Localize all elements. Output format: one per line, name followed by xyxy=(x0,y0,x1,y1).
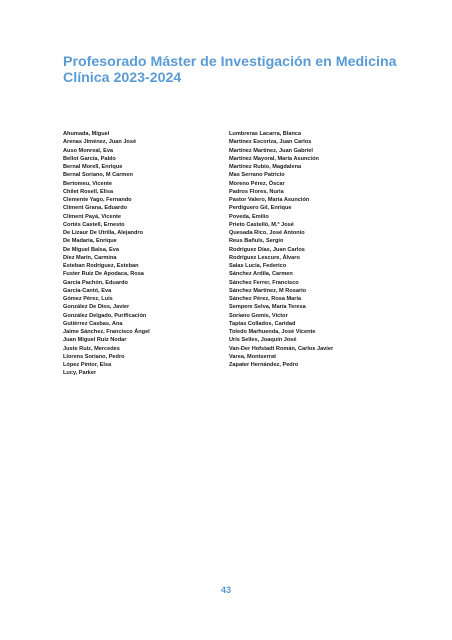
faculty-name: Arenas Jiménez, Juan José xyxy=(63,139,137,146)
faculty-name: Clemente Yago, Fernando xyxy=(63,197,132,203)
faculty-name: Soriano Gomis, Víctor xyxy=(229,312,288,319)
faculty-name: Padros Flores, Nuria xyxy=(229,188,284,195)
faculty-name: De Lizaur De Utrilla, Alejandro xyxy=(63,230,143,236)
faculty-name: García-Cantó, Eva xyxy=(63,287,112,294)
faculty-name: Martínez Escoriza, Juan Carlos xyxy=(229,139,312,146)
faculty-name: González De Dios, Javier xyxy=(63,304,130,311)
faculty-name: Sempere Selva, María Teresa xyxy=(229,304,306,311)
faculty-name: Martínez Mayoral, María Asunción xyxy=(229,155,319,162)
page-title-line-1: Profesorado Máster de Investigación en Medicina xyxy=(63,54,397,70)
faculty-name: Sánchez Martínez, M Rosario xyxy=(229,287,307,294)
faculty-name: Prieto Castelló, M.ª José xyxy=(229,221,294,228)
faculty-name: García Pachón, Eduardo xyxy=(63,279,128,286)
faculty-name: Quesada Rico, José Antonio xyxy=(229,230,305,236)
faculty-name: Llorens Soriano, Pedro xyxy=(63,353,125,360)
faculty-name: Díez Marín, Carmina xyxy=(63,254,117,261)
faculty-name: Sánchez Pérez, Rosa María xyxy=(229,296,302,302)
faculty-name: Juan Miguel Ruiz Nodar xyxy=(63,337,127,344)
faculty-name: Climent Grana, Eduardo xyxy=(63,205,128,212)
faculty-name: De Madaria, Enrique xyxy=(63,238,117,245)
faculty-name: Climent Payá, Vicente xyxy=(63,213,122,220)
faculty-name: Bernal Morell, Enrique xyxy=(63,164,123,170)
faculty-name: Chilet Rosell, Elisa xyxy=(63,188,114,195)
faculty-name: Salas Lucia, Federico xyxy=(229,263,287,269)
faculty-name: Cortés Castell, Ernesto xyxy=(63,221,125,228)
faculty-name: Bellot García, Pablo xyxy=(63,155,116,162)
faculty-name: Poveda, Emilio xyxy=(229,213,269,220)
faculty-column-right xyxy=(229,130,394,369)
faculty-name: Jaime Sánchez, Francisco Ángel xyxy=(63,329,150,335)
faculty-name: Ahumada, Miguel xyxy=(63,131,110,137)
faculty-name: Bernal Soriano, M Carmen xyxy=(63,172,133,179)
faculty-name: González Delgado, Purificación xyxy=(63,312,147,319)
faculty-column-left xyxy=(63,130,228,378)
faculty-name: Martínez Rubio, Magdalena xyxy=(229,164,302,170)
faculty-name: Varea, Montserrat xyxy=(229,353,276,360)
page-number: 43 xyxy=(220,585,231,595)
faculty-name: Martínez Martínez, Juan Gabriel xyxy=(229,147,313,154)
faculty-name: Van-Der Hofstadt Román, Carlos Javier xyxy=(229,345,334,352)
faculty-name: López Pintor, Elsa xyxy=(63,362,112,368)
faculty-name: Perdiguero Gil, Enrique xyxy=(229,205,292,212)
faculty-name: Sánchez Ferrer, Francisco xyxy=(229,279,299,286)
faculty-name: Moreno Pérez, Óscar xyxy=(229,180,285,187)
faculty-name: Lumbreras Lacarra, Blanca xyxy=(229,131,302,137)
faculty-name: Gutiérrez Casbas, Ana xyxy=(63,320,123,327)
faculty-name: Rodríguez Lescure, Álvaro xyxy=(229,254,300,261)
faculty-name: Fuster Ruiz De Apodaca, Rosa xyxy=(63,271,144,278)
faculty-name: Reus Bañuls, Sergio xyxy=(229,238,284,245)
faculty-name: Zapater Hernández, Pedro xyxy=(229,362,299,368)
faculty-name: Uris Selles, Joaquín José xyxy=(229,337,297,344)
faculty-name: Pastor Valero, María Asunción xyxy=(229,197,310,203)
page-title-line-2: Clínica 2023-2024 xyxy=(63,70,182,86)
faculty-name: Gómez Pérez, Luis xyxy=(63,296,113,302)
faculty-name: Auso Monreal, Eva xyxy=(63,147,114,154)
faculty-name: Rodríguez Días, Juan Carlos xyxy=(229,246,305,253)
faculty-name: Esteban Rodríguez, Esteban xyxy=(63,263,139,269)
faculty-name: Sánchez Ardila, Carmen xyxy=(229,271,293,278)
faculty-name: Toledo Marhuenda, José Vicente xyxy=(229,329,316,335)
faculty-name: Juste Ruiz, Mercedes xyxy=(63,345,120,352)
faculty-name: Tapias Collados, Caridad xyxy=(229,320,296,327)
faculty-name: De Miguel Balsa, Eva xyxy=(63,246,119,253)
faculty-name: Lucy, Parker xyxy=(63,370,97,377)
page-title xyxy=(63,54,423,86)
faculty-name: Bertomeu, Vicente xyxy=(63,180,113,187)
faculty-name: Mas Serrano Patricio xyxy=(229,172,285,179)
